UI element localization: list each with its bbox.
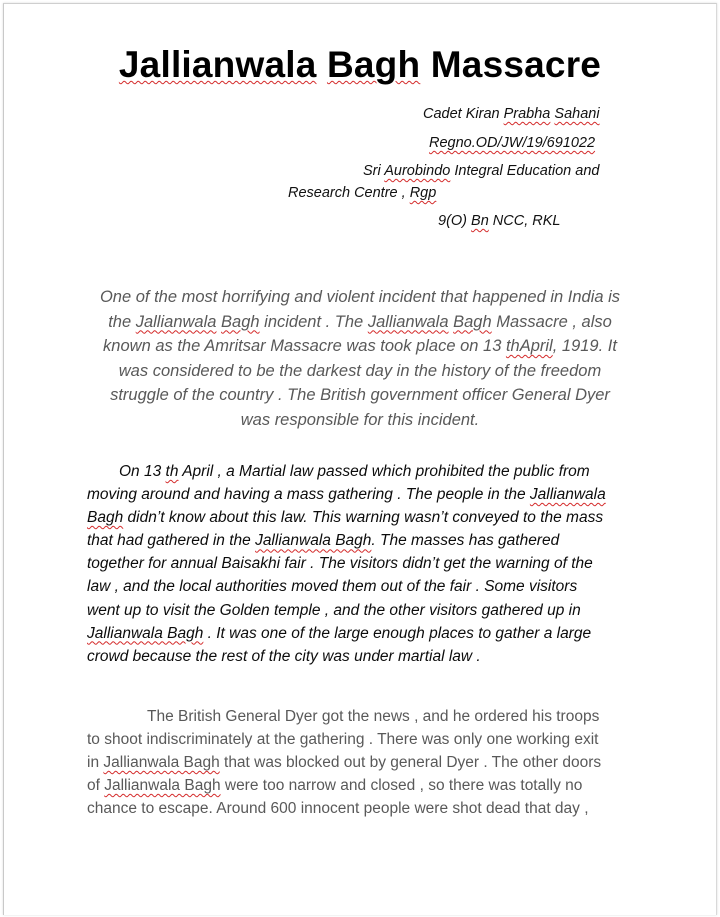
institution-line-1: Sri Aurobindo Integral Education and xyxy=(363,163,600,179)
ncc-unit: 9(O) Bn NCC, RKL xyxy=(438,213,561,229)
document-title: Jallianwala Bagh Massacre xyxy=(118,44,602,85)
institution-line-2: Research Centre , Rgp xyxy=(288,185,437,201)
general-dyer-paragraph: The British General Dyer got the news , and he ordered his troops to shoot indiscriminately at the gathering . There was only one working exit in Jallianwala Bagh that was blocked out by general Dyer . The other doors of Jallianwala Bagh were too narrow and closed , so there was totally no chance to escape. Around 600 innocent people were shot dead that day , xyxy=(87,708,602,817)
intro-paragraph: One of the most horrifying and violent incident that happened in India is the Jallianwala Bagh incident . The Jallianwala Bagh Massacre , also known as the Amritsar Massacre was took place on 13 thApril, 1919. It was considered to be the darkest day in the history of the freedom struggle of the country . The British government officer General Dyer was responsible for this incident. xyxy=(99,288,621,429)
registration-number: Regno.OD/JW/19/691022 xyxy=(429,135,596,151)
martial-law-paragraph: On 13 th April , a Martial law passed which prohibited the public from moving around and having a mass gathering . The people in the Jallianwala Bagh didn’t know about this law. This warning wasn’t conveyed to the mass that had gathered in the Jallianwala Bagh. The masses has gathered together for annual Baisakhi fair . The visitors didn’t get the warning of the law , and the local authorities moved them out of the fair . Some visitors went up to visit the Golden temple , and the other visitors gathered up in Jallianwala Bagh . It was one of the large enough places to gather a large crowd because the rest of the city was under martial law . xyxy=(87,463,606,665)
author-name: Cadet Kiran Prabha Sahani xyxy=(423,106,600,122)
